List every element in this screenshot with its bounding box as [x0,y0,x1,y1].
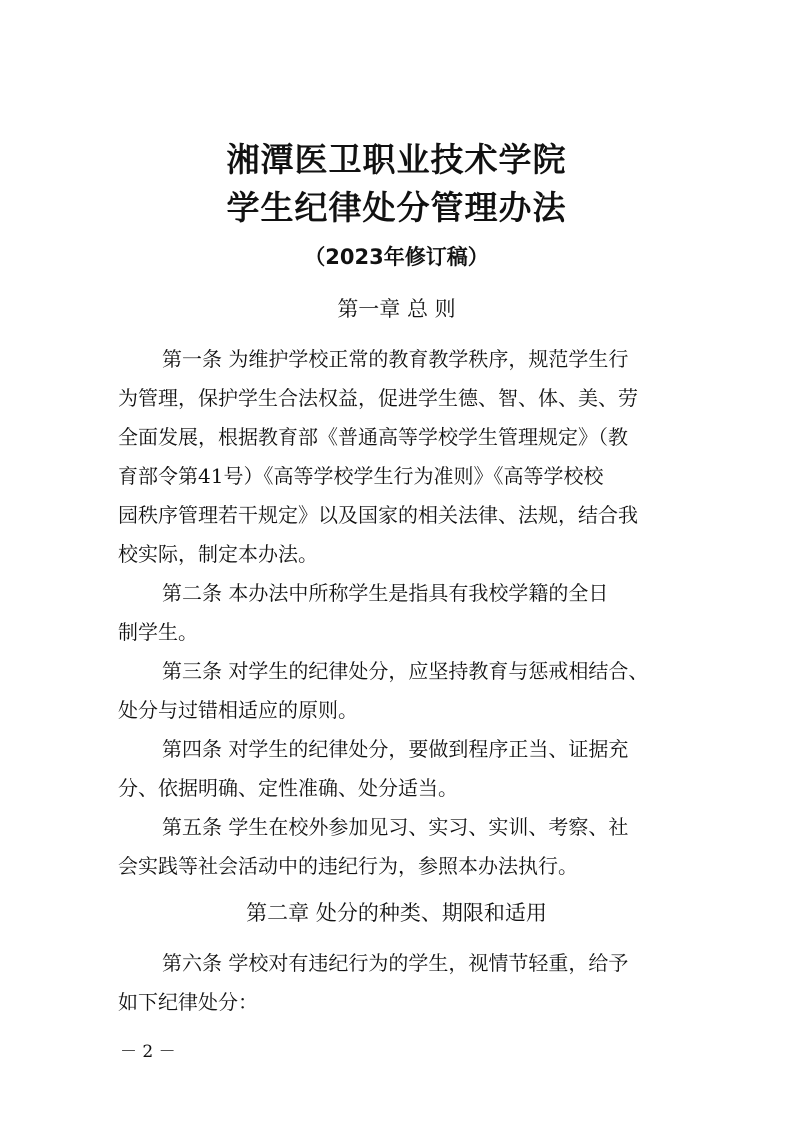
text-line: 第六条 学校对有违纪行为的学生，视情节轻重，给予 [162,951,629,975]
text-line: 分、依据明确、定性准确、处分适当。 [118,776,458,800]
document-title-line-2: 学生纪律处分管理办法 [226,188,567,227]
chapter-heading-2: 第二章 处分的种类、期限和适用 [246,901,547,925]
text-line: 育部令第41号）《高等学校学生行为准则》《高等学校校 [118,464,604,488]
document-subtitle: （2023年修订稿） [304,245,489,269]
text-line: 第四条 对学生的纪律处分，要做到程序正当、证据充 [162,737,629,761]
text-line: 会实践等社会活动中的违纪行为，参照本办法执行。 [118,854,578,878]
text-line: 校实际，制定本办法。 [118,542,318,566]
text-line: 第五条 学生在校外参加见习、实习、实训、考察、社 [162,815,629,839]
text-line: 第一条 为维护学校正常的教育教学秩序，规范学生行 [162,347,629,371]
text-line: 如下纪律处分： [118,990,258,1014]
page-number: － 2 － [120,1042,176,1062]
text-line: 第二条 本办法中所称学生是指具有我校学籍的全日 [162,581,609,605]
text-line: 处分与过错相适应的原则。 [118,698,358,722]
text-line: 第三条 对学生的纪律处分，应坚持教育与惩戒相结合、 [162,659,649,683]
text-line: 为管理，保护学生合法权益，促进学生德、智、体、美、劳 [118,386,638,410]
document-title-line-1: 湘潭医卫职业技术学院 [226,140,567,179]
text-line: 全面发展，根据教育部《普通高等学校学生管理规定》（教 [118,425,628,449]
chapter-heading-1: 第一章 总 则 [337,297,456,321]
text-line: 园秩序管理若干规定》以及国家的相关法律、法规，结合我 [118,503,638,527]
text-line: 制学生。 [118,620,198,644]
